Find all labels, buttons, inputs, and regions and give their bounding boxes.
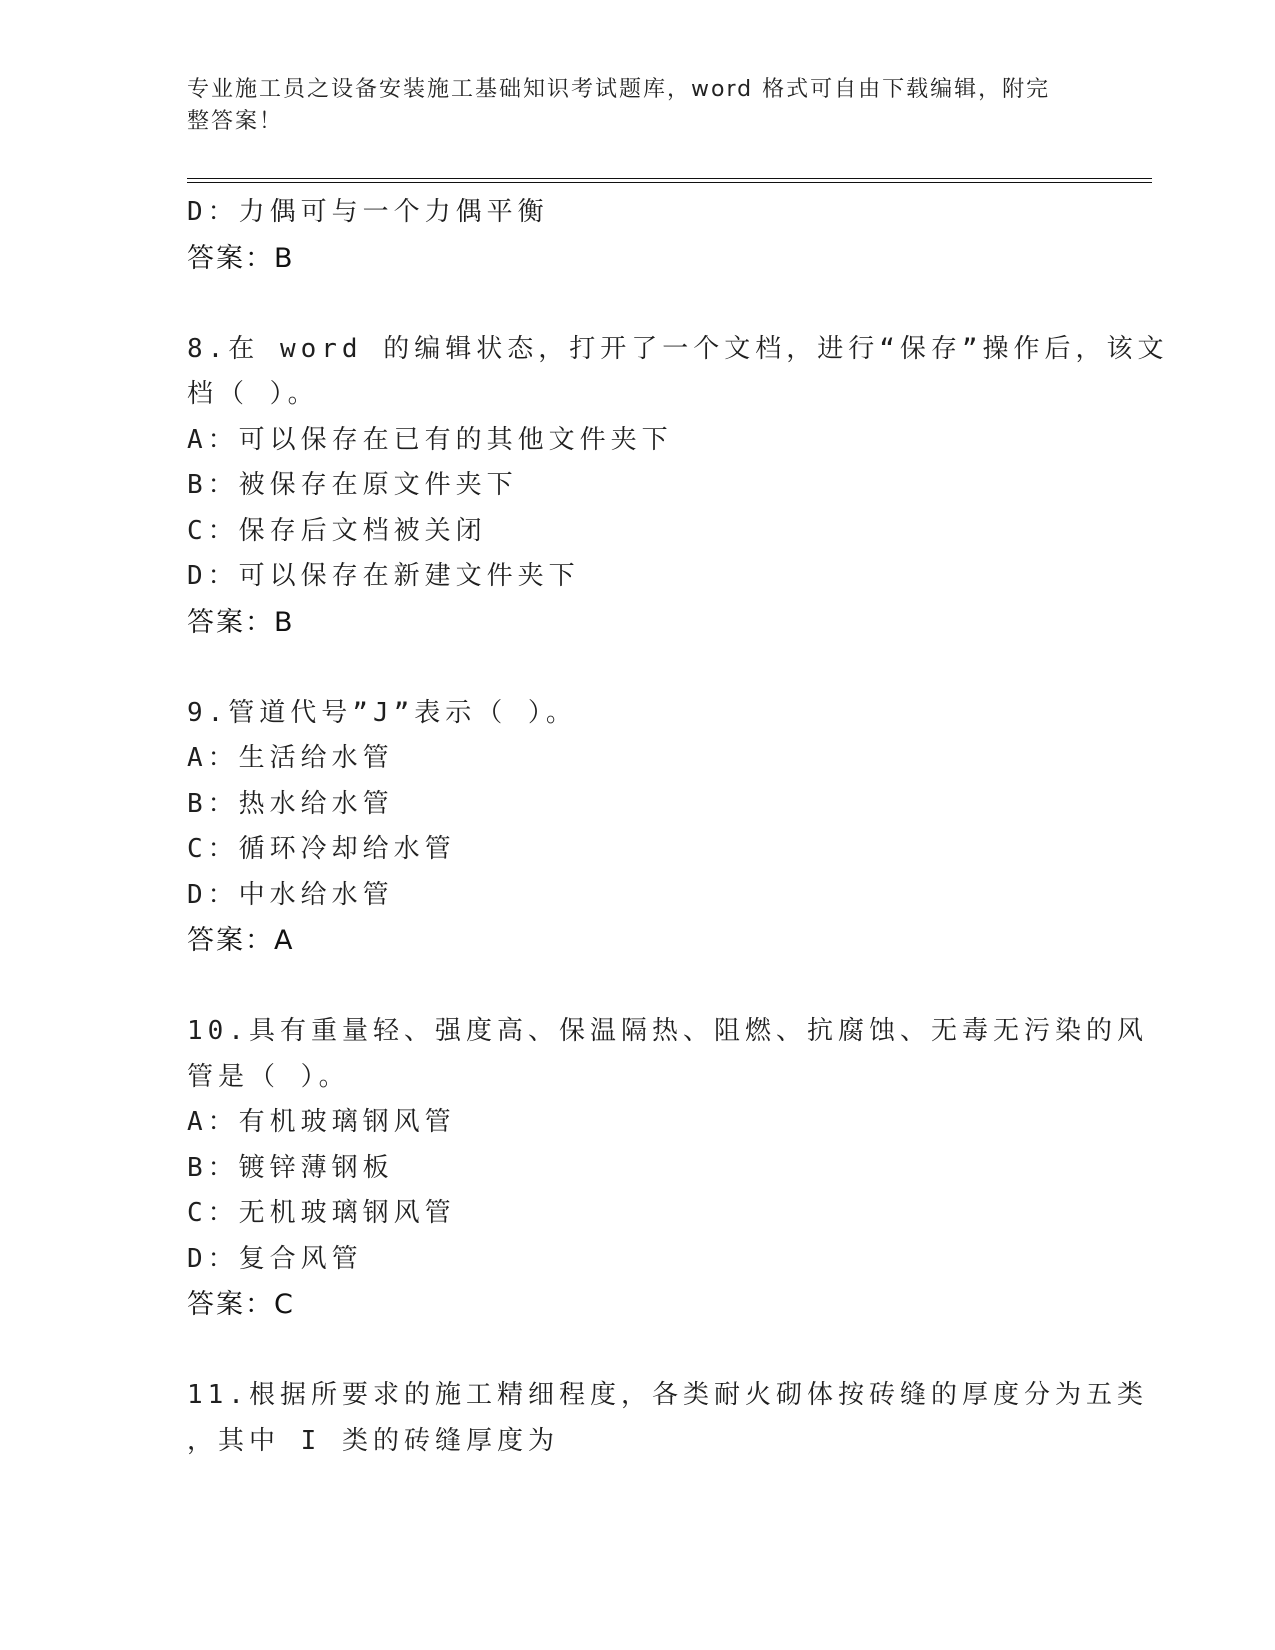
question-stem-line-2: 管是（ ）。 [187, 1061, 350, 1092]
previous-question-tail [187, 190, 1087, 281]
spacer [187, 1328, 1087, 1374]
header-text-line-1: 专业施工员之设备安装施工基础知识考试题库，word 格式可自由下载编辑，附完 [187, 77, 1051, 102]
header-text-line-2: 整答案！ [187, 109, 284, 134]
option-a: A：可以保存在已有的其他文件夹下 [187, 424, 673, 455]
answer-line: 答案：C [187, 1289, 295, 1320]
option-a: A：生活给水管 [187, 743, 394, 773]
question-stem-line-2: 档（ ）。 [187, 379, 319, 409]
question-8 [187, 327, 1169, 646]
question-stem-line-1: 8.在 word 的编辑状态，打开了一个文档，进行“保存”操作后，该文 [187, 333, 1169, 364]
document-body [187, 190, 1169, 1464]
question-stem-line-1: 11.根据所要求的施工精细程度，各类耐火砌体按砖缝的厚度分为五类 [187, 1380, 1148, 1410]
question-stem-line-1: 10.具有重量轻、强度高、保温隔热、阻燃、抗腐蚀、无毒无污染的风 [187, 1016, 1148, 1046]
answer-line: 答案：B [187, 606, 295, 638]
page-header [187, 74, 1067, 138]
option-c: C：保存后文档被关闭 [187, 515, 487, 546]
answer-line: 答案：B [187, 242, 295, 274]
option-b: B：镀锌薄钢板 [187, 1152, 394, 1183]
option-d: D：中水给水管 [187, 879, 394, 910]
option-b: B：热水给水管 [187, 788, 394, 819]
option-d: D：力偶可与一个力偶平衡 [187, 197, 549, 227]
option-c: C：循环冷却给水管 [187, 834, 456, 864]
option-b: B：被保存在原文件夹下 [187, 470, 518, 500]
spacer [187, 964, 1087, 1010]
option-d: D：复合风管 [187, 1243, 363, 1274]
header-divider [187, 178, 1152, 183]
question-stem-line-2: ，其中 I 类的砖缝厚度为 [187, 1425, 559, 1456]
option-c: C：无机玻璃钢风管 [187, 1198, 456, 1228]
option-a: A：有机玻璃钢风管 [187, 1107, 456, 1137]
question-9 [187, 691, 1087, 964]
spacer [187, 645, 1087, 691]
question-stem-line-1: 9.管道代号”J”表示（ ）。 [187, 697, 577, 728]
spacer [187, 281, 1087, 327]
question-10 [187, 1009, 1148, 1328]
question-11 [187, 1373, 1148, 1464]
option-d: D：可以保存在新建文件夹下 [187, 561, 580, 591]
answer-line: 答案：A [187, 925, 295, 956]
